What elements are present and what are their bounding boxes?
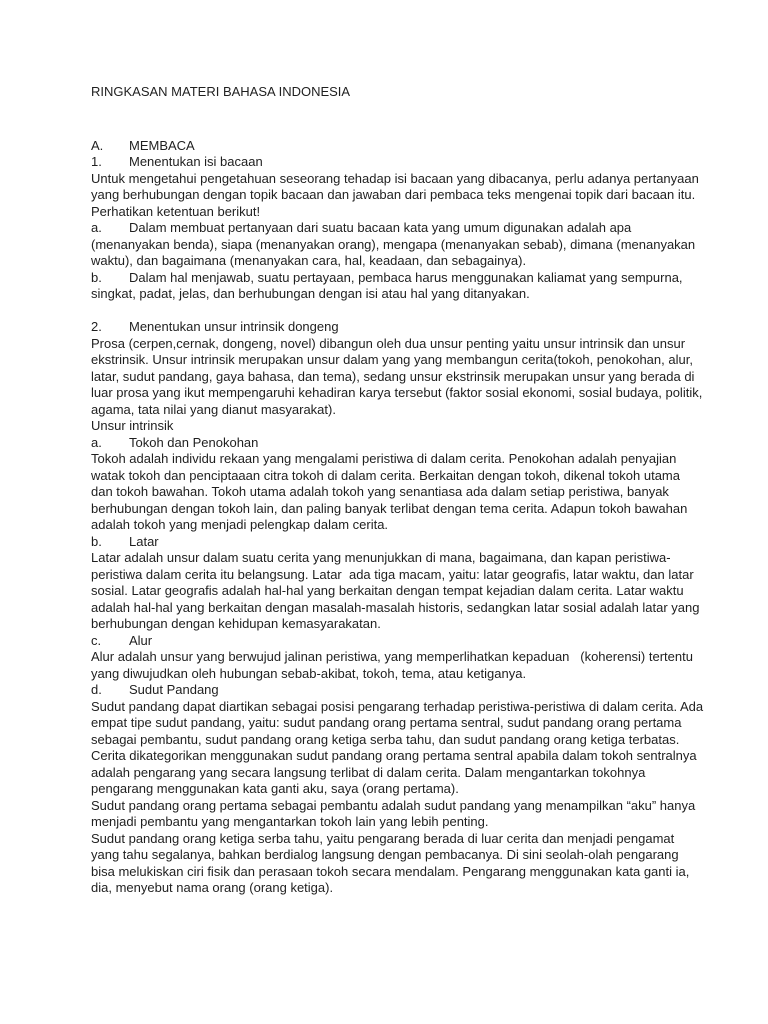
list-label: b.	[91, 269, 102, 285]
section-heading-membaca	[91, 138, 704, 155]
list-label: 1.	[91, 154, 102, 169]
list-item-a-tokoh	[91, 435, 704, 452]
list-item-b-latar	[91, 534, 704, 551]
list-text: Dalam hal menjawab, suatu pertayaan, pembaca harus menggunakan kaliamat yang sempurna, singkat, padat, jelas, dan berhubungan dengan isi atau hal yang ditanyakan.	[91, 269, 687, 301]
paragraph: Alur adalah unsur yang berwujud jalinan peristiwa, yang memperlihatkan kepaduan (koherensi) tertentu yang diwujudkan oleh hubungan sebab-akibat, tokoh, tema, atau ketiganya.	[91, 649, 697, 681]
heading-text: Tokoh dan Penokohan	[129, 434, 259, 450]
paragraph: Tokoh adalah individu rekaan yang mengalami peristiwa di dalam cerita. Penokohan adalah penyajian watak tokoh dan penciptaaan citra tokoh di dalam cerita. Berkaitan dengan tokoh, dikenal tokoh utama dan tokoh bawahan. Tokoh utama adalah tokoh yang senantiasa ada dalam setiap peristiwa, banyak berhubungan dengan tokoh lain, dan paling banyak terlibat dengan tema cerita. Adapun tokoh bawahan adalah tokoh yang menjadi pelengkap dalam cerita.	[91, 451, 691, 532]
paragraph: Prosa (cerpen,cernak, dongeng, novel) dibangun oleh dua unsur penting yaitu unsur intrinsik dan unsur ekstrinsik. Unsur intrinsik merupakan unsur dalam yang yang membangun cerita(tokoh, penokohan, alur, latar, sudut pandang, gaya bahasa, dan tema), sedang unsur ekstrinsik merupakan unsur yang berada di luar prosa yang ikut mempengaruhi kehadiran karya tersebut (faktor sosial ekonomi, sosial budaya, politik, agama, tata nilai yang dianut masyarakat).	[91, 335, 706, 417]
heading-text: Menentukan unsur intrinsik dongeng	[129, 319, 339, 334]
paragraph: Sudut pandang dapat diartikan sebagai posisi pengarang terhadap peristiwa-peristiwa di dalam cerita. Ada empat tipe sudut pandang, yaitu: sudut pandang orang pertama sentral, sudut pandang orang pertama sebagai pembantu, sudut pandang orang ketiga serba tahu, dan sudut pandang orang ketiga terbatas.	[91, 698, 707, 747]
paragraph: Sudut pandang orang pertama sebagai pembantu adalah sudut pandang yang menampilkan “aku” hanya menjadi pembantu yang mengantarkan tokoh lain yang lebih penting.	[91, 797, 699, 829]
paragraph: Untuk mengetahui pengetahuan seseorang tehadap isi bacaan yang dibacanya, perlu adanya pertanyaan yang berhubungan dengan topik bacaan dan jawaban dari pembaca teks mengenai topik dari bacaan itu.	[91, 170, 703, 202]
list-label: 2.	[91, 319, 102, 334]
list-label: A.	[91, 137, 104, 153]
list-item-a	[91, 220, 704, 270]
paragraph: Perhatikan ketentuan berikut!	[91, 203, 261, 219]
document-title: RINGKASAN MATERI BAHASA INDONESIA	[91, 84, 351, 99]
heading-text: Sudut Pandang	[129, 682, 219, 697]
list-label: a.	[91, 220, 102, 235]
heading-text: Alur	[129, 632, 153, 648]
paragraph: Unsur intrinsik	[91, 418, 174, 433]
list-item-d-sudut-pandang	[91, 682, 704, 699]
blank-line	[91, 303, 704, 320]
subsection-heading-isi-bacaan	[91, 154, 704, 171]
list-item-b	[91, 270, 704, 303]
list-label: a.	[91, 434, 102, 450]
heading-text: Menentukan isi bacaan	[129, 154, 263, 169]
list-label: b.	[91, 533, 102, 549]
list-label: c.	[91, 632, 102, 648]
paragraph: Cerita dikategorikan menggunakan sudut pandang orang pertama sentral apabila dalam tokoh sentralnya adalah pengarang yang secara langsung terlibat di dalam cerita. Dalam mengantarkan tokohnya pengarang menggunakan kata ganti aku, saya (orang pertama).	[91, 748, 701, 796]
heading-text: MEMBACA	[129, 137, 195, 153]
list-item-c-alur	[91, 633, 704, 650]
heading-text: Latar	[129, 533, 159, 549]
list-text: Dalam membuat pertanyaan dari suatu bacaan kata yang umum digunakan adalah apa (menanyakan benda), siapa (menanyakan orang), mengapa (menanyakan sebab), dimana (menanyakan waktu), dan bagaimana (menanyakan cara, hal, keadaan, dan sebagainya).	[91, 220, 699, 268]
paragraph: Sudut pandang orang ketiga serba tahu, yaitu pengarang berada di luar cerita dan menjadi pengamat yang tahu segalanya, bahkan berdialog langsung dengan pembacanya. Di sini seolah-olah pengarang bisa melukiskan ciri fisik dan perasaan tokoh secara mendalam. Pengarang menggunakan kata ganti ia, dia, menyebut nama orang (orang ketiga).	[91, 830, 693, 895]
list-label: d.	[91, 682, 102, 697]
subsection-heading-unsur-intrinsik	[91, 319, 704, 336]
paragraph: Latar adalah unsur dalam suatu cerita yang menunjukkan di mana, bagaimana, dan kapan peristiwa-peristiwa dalam cerita itu belangsung. Latar ada tiga macam, yaitu: latar geografis, latar waktu, dan latar sosial. Latar geografis adalah hal-hal yang berkaitan dengan tempat kejadian dalam cerita. Latar waktu adalah hal-hal yang berkaitan dengan masalah-masalah historis, sedangkan latar sosial adalah latar yang berhubungan dengan kehidupan kemasyarakatan.	[91, 550, 704, 631]
